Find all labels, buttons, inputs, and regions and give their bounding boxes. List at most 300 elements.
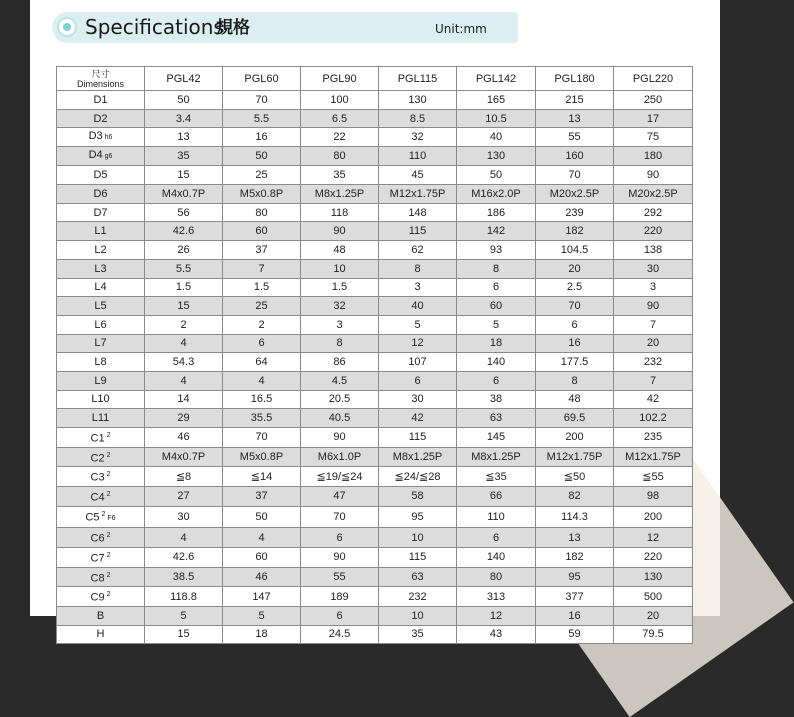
row-label [57, 467, 145, 487]
table-cell: 110 [457, 506, 536, 528]
table-cell: 5 [379, 315, 457, 334]
table-cell: 12 [457, 606, 536, 625]
table-cell: 5 [457, 315, 536, 334]
row-label-superscript: 2 [106, 471, 111, 479]
table-cell: 18 [457, 334, 536, 353]
table-cell: 50 [457, 166, 536, 185]
table-cell: 8 [536, 371, 614, 390]
row-label [57, 447, 145, 467]
table-cell: 54.3 [145, 353, 223, 372]
row-label [57, 625, 145, 644]
table-cell: 3 [614, 278, 693, 297]
table-cell: 232 [614, 353, 693, 372]
row-label-text: D3 [88, 130, 103, 143]
row-label-text: C9 [90, 591, 105, 604]
table-body [57, 91, 693, 644]
table-cell: 24.5 [301, 625, 379, 644]
table-cell: M5x0.8P [223, 447, 301, 467]
table-cell: 16 [536, 334, 614, 353]
table-cell: 62 [379, 241, 457, 260]
table-cell: 313 [457, 587, 536, 607]
table-cell: 180 [614, 147, 693, 166]
row-label-text: C5 [85, 511, 100, 524]
table-cell: 5.5 [145, 259, 223, 278]
table-cell: ≦24/≦28 [379, 467, 457, 487]
column-header: PGL42 [145, 67, 223, 91]
table-cell: 29 [145, 409, 223, 428]
table-cell: 200 [536, 428, 614, 448]
table-cell: 10 [301, 259, 379, 278]
table-cell: 292 [614, 203, 693, 222]
table-cell: 18 [223, 625, 301, 644]
table-row [57, 587, 693, 607]
table-cell: 142 [457, 222, 536, 241]
row-label [57, 567, 145, 587]
table-cell: 35 [301, 166, 379, 185]
row-label-text: D7 [93, 206, 108, 219]
row-label [57, 259, 145, 278]
row-label-text: L4 [94, 281, 107, 294]
table-cell: M8x1.25P [301, 185, 379, 204]
table-row [57, 278, 693, 297]
table-cell: 79.5 [614, 625, 693, 644]
table-cell: 80 [457, 567, 536, 587]
table-cell: M12x1.75P [614, 447, 693, 467]
table-cell: 8 [301, 334, 379, 353]
row-label-superscript: 2 [106, 591, 111, 599]
row-label [57, 390, 145, 409]
table-cell: 63 [379, 567, 457, 587]
dimensions-header-en: Dimensions [76, 78, 125, 89]
row-label-text: D2 [93, 112, 108, 125]
table-cell: 30 [379, 390, 457, 409]
table-cell: 6 [457, 528, 536, 548]
row-label [57, 147, 145, 166]
table-cell: 250 [614, 91, 693, 110]
table-cell: 7 [614, 371, 693, 390]
table-cell: 130 [614, 567, 693, 587]
row-label-tolerance: g6 [104, 153, 113, 161]
column-header: PGL60 [223, 67, 301, 91]
table-cell: 115 [379, 547, 457, 567]
table-row [57, 428, 693, 448]
row-label [57, 166, 145, 185]
table-cell: 4 [223, 371, 301, 390]
spec-sheet [30, 0, 720, 641]
table-cell: 82 [536, 486, 614, 506]
table-cell: 165 [457, 91, 536, 110]
table-cell: 140 [457, 353, 536, 372]
table-cell: 47 [301, 486, 379, 506]
table-cell: 130 [379, 91, 457, 110]
table-cell: 30 [145, 506, 223, 528]
table-cell: 115 [379, 222, 457, 241]
table-cell: 38.5 [145, 567, 223, 587]
row-label [57, 91, 145, 110]
table-cell: 90 [301, 222, 379, 241]
row-label-text: C2 [90, 452, 105, 465]
table-cell: 30 [614, 259, 693, 278]
page-title-cn: 規格 [216, 18, 250, 38]
table-cell: 16 [536, 606, 614, 625]
table-cell: 90 [301, 428, 379, 448]
table-cell: 20 [614, 606, 693, 625]
table-cell: 93 [457, 241, 536, 260]
table-row [57, 547, 693, 567]
row-label-text: C8 [90, 572, 105, 585]
table-cell: 235 [614, 428, 693, 448]
table-cell: 4.5 [301, 371, 379, 390]
table-row [57, 409, 693, 428]
table-cell: 70 [536, 166, 614, 185]
table-cell: 70 [223, 91, 301, 110]
table-row [57, 259, 693, 278]
table-cell: 147 [223, 587, 301, 607]
table-cell: 58 [379, 486, 457, 506]
table-cell: M20x2.5P [614, 185, 693, 204]
table-cell: 239 [536, 203, 614, 222]
row-label-text: C3 [90, 471, 105, 484]
table-cell: 377 [536, 587, 614, 607]
table-cell: 182 [536, 222, 614, 241]
row-label-text: L10 [91, 393, 110, 406]
table-cell: 70 [223, 428, 301, 448]
table-cell: 8 [457, 259, 536, 278]
row-label-tolerance: h6 [104, 134, 113, 142]
row-label-text: C6 [90, 532, 105, 545]
table-cell: 15 [145, 297, 223, 316]
row-label [57, 334, 145, 353]
table-cell: 220 [614, 547, 693, 567]
table-cell: 8 [379, 259, 457, 278]
row-label-tolerance: F6 [107, 515, 116, 523]
table-cell: M4x0.7P [145, 185, 223, 204]
row-label [57, 371, 145, 390]
table-cell: 10 [379, 606, 457, 625]
row-label [57, 109, 145, 128]
table-cell: 42.6 [145, 222, 223, 241]
table-cell: 25 [223, 166, 301, 185]
table-cell: 13 [536, 109, 614, 128]
table-cell: M16x2.0P [457, 185, 536, 204]
row-label [57, 297, 145, 316]
row-label-text: L3 [94, 262, 107, 275]
table-cell: 46 [223, 567, 301, 587]
table-cell: 16.5 [223, 390, 301, 409]
table-cell: 60 [223, 222, 301, 241]
table-cell: 13 [536, 528, 614, 548]
column-header: PGL115 [379, 67, 457, 91]
table-cell: 35 [379, 625, 457, 644]
table-cell: 40 [379, 297, 457, 316]
table-cell: M6x1.0P [301, 447, 379, 467]
row-label-text: C4 [90, 491, 105, 504]
table-row [57, 467, 693, 487]
table-cell: 37 [223, 486, 301, 506]
table-cell: 6 [457, 278, 536, 297]
row-label-text: L2 [94, 243, 107, 256]
table-cell: 55 [301, 567, 379, 587]
table-cell: 98 [614, 486, 693, 506]
table-cell: 145 [457, 428, 536, 448]
table-cell: 32 [301, 297, 379, 316]
table-cell: 42.6 [145, 547, 223, 567]
table-cell: 56 [145, 203, 223, 222]
table-cell: ≦35 [457, 467, 536, 487]
table-row [57, 567, 693, 587]
table-cell: 5 [145, 606, 223, 625]
bullet-circle-icon [57, 17, 77, 37]
table-cell: 37 [223, 241, 301, 260]
row-label [57, 606, 145, 625]
row-label [57, 222, 145, 241]
row-label-text: D4 [88, 149, 103, 162]
table-row [57, 390, 693, 409]
table-cell: 138 [614, 241, 693, 260]
table-cell: 69.5 [536, 409, 614, 428]
row-label [57, 528, 145, 548]
table-cell: 1.5 [145, 278, 223, 297]
table-cell: 95 [379, 506, 457, 528]
table-cell: 40 [457, 128, 536, 147]
table-row [57, 334, 693, 353]
row-label [57, 353, 145, 372]
unit-label: Unit:mm [435, 22, 487, 36]
table-cell: 3 [301, 315, 379, 334]
table-cell: 60 [223, 547, 301, 567]
table-cell: 32 [379, 128, 457, 147]
row-label-superscript: 2 [106, 451, 111, 459]
table-cell: 20 [614, 334, 693, 353]
table-cell: 1.5 [223, 278, 301, 297]
row-label-text: D6 [93, 187, 108, 200]
column-header: PGL180 [536, 67, 614, 91]
table-cell: 107 [379, 353, 457, 372]
table-cell: 4 [145, 334, 223, 353]
dimensions-header [57, 67, 145, 91]
table-cell: 13 [145, 128, 223, 147]
table-cell: 148 [379, 203, 457, 222]
table-cell: 8.5 [379, 109, 457, 128]
table-cell: 70 [536, 297, 614, 316]
row-label-text: C7 [90, 552, 105, 565]
row-label [57, 506, 145, 528]
column-header: PGL90 [301, 67, 379, 91]
table-cell: 15 [145, 166, 223, 185]
table-cell: ≦50 [536, 467, 614, 487]
row-label-superscript: 2 [106, 432, 111, 439]
table-cell: 2.5 [536, 278, 614, 297]
table-cell: 59 [536, 625, 614, 644]
table-cell: 15 [145, 625, 223, 644]
table-cell: 2 [145, 315, 223, 334]
table-cell: M8x1.25P [457, 447, 536, 467]
table-cell: M12x1.75P [379, 185, 457, 204]
row-label-text: C1 [90, 432, 105, 445]
table-cell: 3 [379, 278, 457, 297]
table-cell: 140 [457, 547, 536, 567]
table-cell: 12 [379, 334, 457, 353]
table-row [57, 185, 693, 204]
table-cell: 42 [379, 409, 457, 428]
table-header-row [57, 67, 693, 91]
table-cell: 46 [145, 428, 223, 448]
table-cell: 66 [457, 486, 536, 506]
table-cell: M4x0.7P [145, 447, 223, 467]
table-row [57, 371, 693, 390]
dimensions-header-cn: 尺寸 [91, 68, 110, 79]
table-cell: 64 [223, 353, 301, 372]
table-row [57, 203, 693, 222]
table-row [57, 297, 693, 316]
table-cell: 50 [223, 506, 301, 528]
table-cell: ≦8 [145, 467, 223, 487]
row-label [57, 315, 145, 334]
table-cell: 60 [457, 297, 536, 316]
table-cell: 43 [457, 625, 536, 644]
table-cell: 182 [536, 547, 614, 567]
table-cell: 20 [536, 259, 614, 278]
table-cell: 2 [223, 315, 301, 334]
column-header: PGL220 [614, 67, 693, 91]
table-cell: 6 [457, 371, 536, 390]
table-cell: ≦14 [223, 467, 301, 487]
table-cell: 90 [301, 547, 379, 567]
table-cell: 90 [614, 297, 693, 316]
table-row [57, 353, 693, 372]
row-label-superscript: 2 [101, 510, 106, 518]
table-cell: 40.5 [301, 409, 379, 428]
table-cell: 3.4 [145, 109, 223, 128]
table-cell: 500 [614, 587, 693, 607]
row-label-text: L9 [94, 374, 107, 387]
column-header: PGL142 [457, 67, 536, 91]
table-cell: 1.5 [301, 278, 379, 297]
row-label-text: H [96, 628, 105, 641]
table-cell: 25 [223, 297, 301, 316]
table-cell: M8x1.25P [379, 447, 457, 467]
table-cell: 63 [457, 409, 536, 428]
table-cell: 114.3 [536, 506, 614, 528]
table-row [57, 91, 693, 110]
table-row [57, 315, 693, 334]
table-cell: 5 [223, 606, 301, 625]
page-title: Specifications [85, 15, 224, 39]
row-label [57, 409, 145, 428]
table-cell: 4 [223, 528, 301, 548]
table-cell: ≦55 [614, 467, 693, 487]
row-label [57, 278, 145, 297]
table-row [57, 166, 693, 185]
table-cell: 90 [614, 166, 693, 185]
table-cell: M5x0.8P [223, 185, 301, 204]
table-cell: 22 [301, 128, 379, 147]
table-row [57, 222, 693, 241]
table-cell: 215 [536, 91, 614, 110]
row-label [57, 203, 145, 222]
table-cell: M12x1.75P [536, 447, 614, 467]
table-cell: 12 [614, 528, 693, 548]
table-row [57, 241, 693, 260]
table-cell: 48 [301, 241, 379, 260]
table-cell: 35.5 [223, 409, 301, 428]
table-cell: 6 [379, 371, 457, 390]
table-cell: 160 [536, 147, 614, 166]
table-cell: 80 [223, 203, 301, 222]
row-label-text: L6 [94, 318, 107, 331]
row-label [57, 241, 145, 260]
row-label-text: L5 [94, 300, 107, 313]
table-cell: 95 [536, 567, 614, 587]
table-cell: 5.5 [223, 109, 301, 128]
table-cell: 118 [301, 203, 379, 222]
row-label-text: L8 [94, 356, 107, 369]
table-cell: 115 [379, 428, 457, 448]
table-cell: 7 [614, 315, 693, 334]
row-label-superscript: 2 [106, 532, 111, 540]
table-cell: 20.5 [301, 390, 379, 409]
row-label [57, 185, 145, 204]
row-label [57, 587, 145, 607]
table-cell: 4 [145, 371, 223, 390]
table-cell: 110 [379, 147, 457, 166]
table-cell: M20x2.5P [536, 185, 614, 204]
row-label-superscript: 2 [106, 551, 111, 559]
table-cell: 27 [145, 486, 223, 506]
table-cell: 4 [145, 528, 223, 548]
table-cell: 130 [457, 147, 536, 166]
table-cell: 118.8 [145, 587, 223, 607]
table-cell: 186 [457, 203, 536, 222]
table-cell: 220 [614, 222, 693, 241]
table-cell: 6 [223, 334, 301, 353]
table-cell: 6 [536, 315, 614, 334]
table-cell: 6 [301, 528, 379, 548]
table-row [57, 109, 693, 128]
table-cell: 45 [379, 166, 457, 185]
table-cell: 17 [614, 109, 693, 128]
table-cell: 70 [301, 506, 379, 528]
table-row [57, 447, 693, 467]
table-cell: 10.5 [457, 109, 536, 128]
table-row [57, 606, 693, 625]
row-label [57, 547, 145, 567]
table-row [57, 486, 693, 506]
row-label [57, 428, 145, 448]
table-cell: 232 [379, 587, 457, 607]
table-cell: 86 [301, 353, 379, 372]
table-cell: 35 [145, 147, 223, 166]
table-cell: 10 [379, 528, 457, 548]
table-cell: 48 [536, 390, 614, 409]
row-label [57, 486, 145, 506]
table-cell: 42 [614, 390, 693, 409]
row-label-text: D1 [93, 93, 108, 106]
table-cell: 16 [223, 128, 301, 147]
table-cell: 55 [536, 128, 614, 147]
row-label-superscript: 2 [106, 571, 111, 579]
row-label-text: L11 [91, 412, 110, 425]
table-row [57, 528, 693, 548]
table-row [57, 506, 693, 528]
table-cell: 80 [301, 147, 379, 166]
table-row [57, 625, 693, 644]
row-label-text: L1 [94, 225, 107, 238]
table-cell: 38 [457, 390, 536, 409]
row-label [57, 128, 145, 147]
table-cell: 6.5 [301, 109, 379, 128]
table-cell: 102.2 [614, 409, 693, 428]
